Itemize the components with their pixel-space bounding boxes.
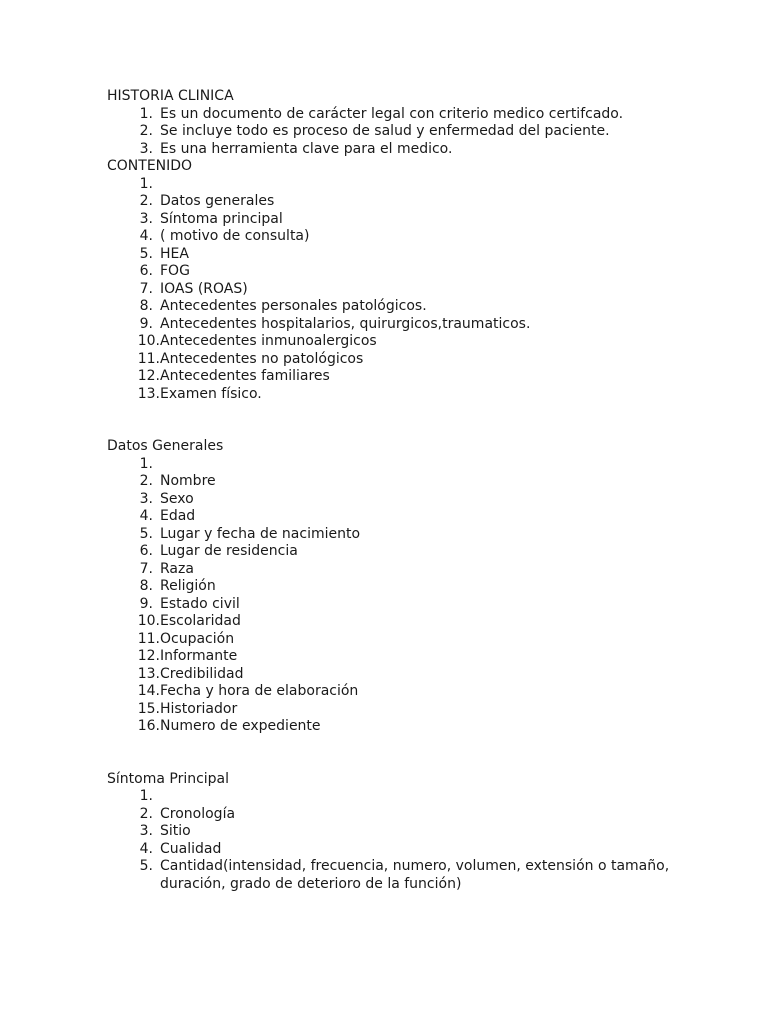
list-item-text bbox=[160, 456, 707, 474]
list-item bbox=[107, 788, 707, 806]
list-item bbox=[107, 718, 707, 736]
list-item bbox=[107, 858, 707, 893]
list-item-text: Informante bbox=[160, 648, 238, 664]
section-heading: CONTENIDO bbox=[107, 158, 193, 174]
list-item bbox=[107, 561, 707, 579]
numbered-list bbox=[107, 456, 707, 736]
list-item bbox=[107, 491, 707, 509]
list-item-number: 1. bbox=[139, 788, 153, 804]
list-item-text: Examen físico. bbox=[160, 385, 262, 402]
list-item-number: 3. bbox=[139, 823, 153, 839]
list-item-text: Se incluye todo es proceso de salud y enfermedad del paciente. bbox=[160, 123, 610, 139]
list-item bbox=[107, 298, 707, 316]
list-item-number: 7. bbox=[139, 560, 153, 577]
list-item-text: FOG bbox=[160, 263, 190, 279]
list-item-number: 13. bbox=[137, 665, 160, 682]
section-spacer bbox=[107, 736, 707, 771]
list-item bbox=[107, 123, 707, 141]
list-item-text bbox=[160, 788, 707, 806]
list-item-text: Historiador bbox=[160, 700, 238, 717]
list-item-number: 1. bbox=[139, 105, 153, 122]
list-item-text: Es un documento de carácter legal con criterio medico certifcado. bbox=[160, 105, 624, 122]
document-page bbox=[107, 88, 707, 893]
list-item-text: Ocupación bbox=[160, 630, 235, 647]
list-item-text: Sexo bbox=[160, 490, 194, 507]
list-item-number: 8. bbox=[139, 578, 153, 594]
list-item-number: 7. bbox=[139, 280, 153, 297]
list-item-text: Lugar y fecha de nacimiento bbox=[160, 525, 361, 542]
list-item bbox=[107, 631, 707, 649]
list-item-text: ( motivo de consulta) bbox=[160, 228, 310, 244]
list-item bbox=[107, 526, 707, 544]
list-item-number: 5. bbox=[139, 245, 153, 262]
list-item bbox=[107, 683, 707, 701]
numbered-list bbox=[107, 788, 707, 893]
list-item bbox=[107, 281, 707, 299]
list-item-number: 5. bbox=[139, 858, 153, 874]
list-item bbox=[107, 841, 707, 859]
list-item bbox=[107, 211, 707, 229]
list-item bbox=[107, 351, 707, 369]
list-item bbox=[107, 701, 707, 719]
list-item-text: Religión bbox=[160, 578, 216, 594]
list-item-text: Edad bbox=[160, 508, 196, 524]
list-item-number: 6. bbox=[139, 543, 153, 559]
list-item-number: 11. bbox=[137, 630, 160, 647]
list-item-number: 15. bbox=[137, 700, 160, 717]
list-item-text: Síntoma principal bbox=[160, 210, 283, 227]
list-item-number: 3. bbox=[139, 210, 153, 227]
list-item-number: 4. bbox=[139, 508, 153, 524]
list-item-number: 8. bbox=[139, 298, 153, 314]
list-item-text: Credibilidad bbox=[160, 665, 244, 682]
list-item-number: 2. bbox=[139, 473, 153, 489]
list-item-number: 2. bbox=[139, 193, 153, 209]
list-item bbox=[107, 316, 707, 334]
list-item-number: 13. bbox=[137, 385, 160, 402]
list-item bbox=[107, 508, 707, 526]
list-item-text bbox=[160, 176, 707, 194]
numbered-list bbox=[107, 176, 707, 404]
list-item bbox=[107, 473, 707, 491]
list-item-text: HEA bbox=[160, 245, 189, 262]
list-item-number: 5. bbox=[139, 525, 153, 542]
list-item-number: 10. bbox=[137, 613, 160, 629]
list-item-number: 2. bbox=[139, 123, 153, 139]
list-item-text: Antecedentes familiares bbox=[160, 368, 330, 384]
list-item bbox=[107, 106, 707, 124]
list-item bbox=[107, 613, 707, 631]
list-item-text: Antecedentes personales patológicos. bbox=[160, 298, 427, 314]
list-item-text: Antecedentes no patológicos bbox=[160, 350, 364, 367]
list-item bbox=[107, 176, 707, 194]
list-item bbox=[107, 666, 707, 684]
list-item-number: 9. bbox=[139, 595, 153, 612]
list-item bbox=[107, 246, 707, 264]
list-item bbox=[107, 806, 707, 824]
list-item-text: Escolaridad bbox=[160, 613, 241, 629]
list-item-text: Estado civil bbox=[160, 595, 240, 612]
section-heading: HISTORIA CLINICA bbox=[107, 88, 234, 104]
list-item-number: 10. bbox=[137, 333, 160, 349]
list-item-number: 9. bbox=[139, 315, 153, 332]
list-item bbox=[107, 648, 707, 666]
numbered-list bbox=[107, 106, 707, 159]
list-item-text: IOAS (ROAS) bbox=[160, 280, 248, 297]
list-item-number: 14. bbox=[137, 683, 160, 699]
list-item bbox=[107, 333, 707, 351]
list-item-number: 11. bbox=[137, 350, 160, 367]
list-item bbox=[107, 141, 707, 159]
list-item bbox=[107, 193, 707, 211]
list-item-number: 4. bbox=[139, 228, 153, 244]
list-item-text: Raza bbox=[160, 560, 194, 577]
section-heading: Datos Generales bbox=[107, 438, 224, 454]
list-item-text: Cantidad(intensidad, frecuencia, numero, volumen, extensión o tamaño, duración, grado de deterioro de la función) bbox=[160, 858, 670, 892]
list-item-number: 3. bbox=[139, 140, 153, 157]
list-item-text: Antecedentes hospitalarios, quirurgicos,traumaticos. bbox=[160, 315, 531, 332]
list-item bbox=[107, 386, 707, 404]
list-item-text: Cronología bbox=[160, 805, 236, 822]
list-item-text: Fecha y hora de elaboración bbox=[160, 683, 359, 699]
list-item-text: Nombre bbox=[160, 473, 216, 489]
section-spacer bbox=[107, 403, 707, 438]
list-item-text: Numero de expediente bbox=[160, 718, 321, 734]
section-heading: Síntoma Principal bbox=[107, 770, 230, 787]
list-item-number: 6. bbox=[139, 263, 153, 279]
list-item bbox=[107, 456, 707, 474]
list-item-text: Datos generales bbox=[160, 193, 275, 209]
list-item-number: 1. bbox=[139, 175, 153, 192]
list-item bbox=[107, 596, 707, 614]
list-item-number: 16. bbox=[137, 718, 160, 734]
list-item-text: Cualidad bbox=[160, 840, 222, 857]
list-item-number: 2. bbox=[139, 805, 153, 822]
list-item-number: 12. bbox=[137, 368, 160, 384]
list-item-number: 3. bbox=[139, 490, 153, 507]
list-item-text: Antecedentes inmunoalergicos bbox=[160, 333, 377, 349]
list-item-number: 4. bbox=[139, 840, 153, 857]
list-item-number: 1. bbox=[139, 455, 153, 472]
list-item-number: 12. bbox=[137, 648, 160, 664]
list-item-text: Es una herramienta clave para el medico. bbox=[160, 140, 453, 157]
list-item bbox=[107, 578, 707, 596]
list-item bbox=[107, 823, 707, 841]
list-item bbox=[107, 368, 707, 386]
list-item bbox=[107, 228, 707, 246]
list-item bbox=[107, 543, 707, 561]
list-item-text: Lugar de residencia bbox=[160, 543, 298, 559]
list-item-text: Sitio bbox=[160, 823, 191, 839]
list-item bbox=[107, 263, 707, 281]
